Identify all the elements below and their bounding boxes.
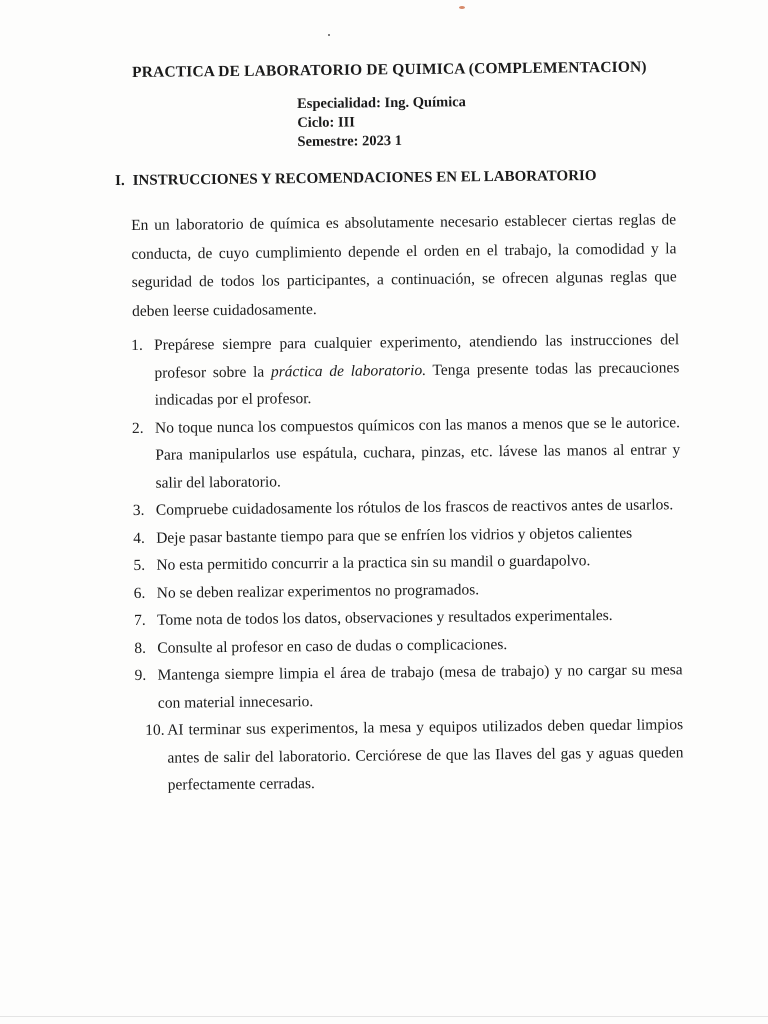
scan-speck <box>328 34 330 36</box>
scan-speck <box>459 6 465 9</box>
section-title: INSTRUCCIONES Y RECOMENDACIONES EN EL LABORATORIO <box>132 167 597 189</box>
item-number: 6. <box>133 584 146 602</box>
item-number: 5. <box>133 556 146 574</box>
document-meta <box>297 93 466 152</box>
item-number: 3. <box>132 501 145 519</box>
item-text: No toque nunca los compuestos químicos con las manos a menos que se le autorice. Para manipularlos use espátula, cuchara, pinzas, etc. lávese las manos al entrar y salir del laboratorio. <box>154 413 681 492</box>
item-text: AI terminar sus experimentos, la mesa y equipos utilizados deben quedar limpios antes de salir del laboratorio. Cerciórese de que las Ilaves del gas y aguas queden perfectamente cerradas. <box>167 716 684 794</box>
list-item <box>131 326 680 414</box>
section-heading <box>115 168 597 190</box>
item-text: No se deben realizar experimentos no programados. <box>156 580 480 602</box>
item-number: 8. <box>134 639 147 657</box>
item-text: Deje pasar bastante tiempo para que se enfríen los vidrios y objetos calientes <box>156 524 633 547</box>
list-item <box>132 409 681 497</box>
item-number: 10. <box>145 721 165 739</box>
item-number: 7. <box>133 611 146 629</box>
item-number: 1. <box>131 336 143 354</box>
list-item <box>134 656 683 717</box>
rules-list <box>131 326 684 799</box>
item-text: Tome nota de todos los datos, observaciones y resultados experimentales. <box>156 606 613 629</box>
item-text: No esta permitido concurrir a la practica sin su mandil o guardapolvo. <box>156 552 591 574</box>
item-text: Compruebe cuidadosamente los rótulos de los frascos de reactivos antes de usarlos. <box>155 496 674 519</box>
section-number: I. <box>115 172 125 189</box>
item-number: 2. <box>131 419 144 437</box>
item-number: 9. <box>134 666 147 684</box>
especialidad-line: Especialidad: Ing. Química <box>297 94 466 112</box>
list-item <box>135 711 684 799</box>
ciclo-line: Ciclo: III <box>297 114 355 131</box>
scan-edge-line <box>0 1016 768 1017</box>
item-text: Consulte al profesor en caso de dudas o complicaciones. <box>157 635 508 657</box>
item-text: Prepárese siempre para cualquier experimento, atendiendo las instrucciones del profesor sobre la <box>154 331 680 382</box>
intro-paragraph: En un laboratorio de química es absolutamente necesario establecer ciertas reglas de conducta, de cuyo cumplimiento depende el orden en el trabajo, la comodidad y la seguridad de todos los participantes, a continuación, se ofrecen algunas reglas que deben leerse cuidadosamente. <box>131 211 677 320</box>
item-text: Mantenga siempre limpia el área de trabajo (mesa de trabajo) y no cargar su mesa con material innecesario. <box>157 661 683 712</box>
document-title: PRACTICA DE LABORATORIO DE QUIMICA (COMPLEMENTACION) <box>132 58 647 81</box>
item-number: 4. <box>133 529 145 547</box>
item-emphasis: práctica de laboratorio. <box>270 361 427 381</box>
item-text: Tenga presente todas las precauciones indicadas por el profesor. <box>154 358 680 409</box>
semestre-line: Semestre: 2023 1 <box>297 132 403 150</box>
